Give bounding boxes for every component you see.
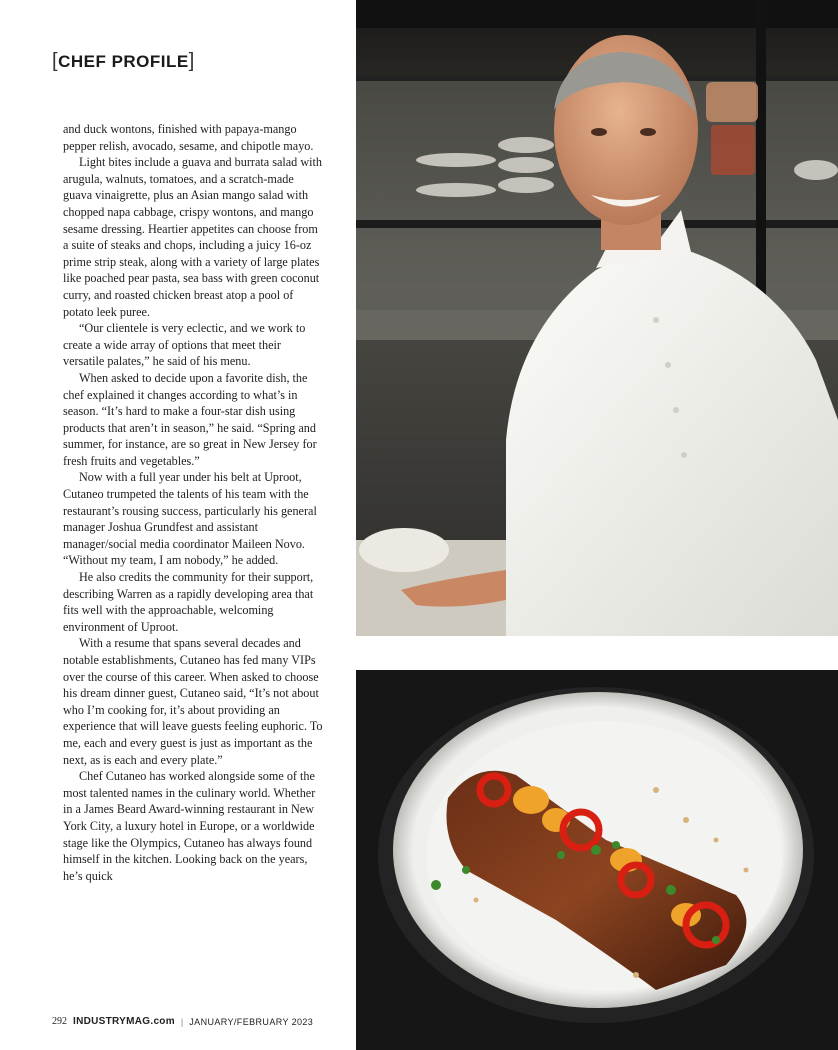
article-paragraph: Chef Cutaneo has worked alongside some of the most talented names in the culinary world. Whether in a James Beard Award-winning restaurant in New York City, a luxury hotel in Europe, or a worldwide stage like the Olympics, Cutaneo has always found himself in the kitchen. Looking back on the years, he’s quick <box>63 769 316 883</box>
dish-illustration <box>356 670 838 1050</box>
footer-separator: | <box>180 1016 184 1027</box>
article-paragraph: When asked to decide upon a favorite dish, the chef explained it changes according to what’s in season. “It’s hard to make a four-star dish using products that aren’t in season,” he said. “Spring and summer, for instance, are so great in New Jersey for fresh fruits and vegetables.” <box>63 370 317 468</box>
magazine-name: INDUSTRYMAG.com <box>73 1016 175 1027</box>
chef-portrait-photo <box>356 0 838 636</box>
article-paragraph: Now with a full year under his belt at Uproot, Cutaneo trumpeted the talents of his team with the restaurant’s rousing success, particularly his general manager Joshua Grundfest and assistant manager/social media coordinator Maileen Novo. “Without my team, I am nobody,” he added. <box>63 470 317 568</box>
section-title: CHEF PROFILE <box>58 52 189 71</box>
article-body <box>63 121 325 884</box>
bracket-close: ] <box>188 50 195 72</box>
bracket-open: [ <box>52 50 59 72</box>
article-paragraph: Light bites include a guava and burrata salad with arugula, walnuts, tomatoes, and a scratch-made guava vinaigrette, plus an Asian mango salad with chopped napa cabbage, crispy wontons, and mango sesame dressing. Heartier appetites can choose from a suite of steaks and chops, including a juicy 16-oz prime strip steak, along with a variety of large plates like poached pear pasta, sea bass with green coconut curry, and roasted chicken breast atop a pool of potato leek puree. <box>63 155 322 319</box>
article-paragraph: With a resume that spans several decades and notable establishments, Cutaneo has fed many VIPs over the course of this career. When asked to choose his dream dinner guest, Cutaneo said, “It’s not about who I’m cooking for, it’s about providing an experience that will leave guests feeling euphoric. To me, each and every guest is just as important as the next, as is each and every plate.” <box>63 636 323 767</box>
issue-date: JANUARY/FEBRUARY 2023 <box>189 1016 314 1027</box>
chef-portrait-illustration <box>356 0 838 636</box>
section-label <box>52 50 195 73</box>
page-number: 292 <box>52 1016 67 1027</box>
article-paragraph: and duck wontons, finished with papaya-mango pepper relish, avocado, sesame, and chipotle mayo. <box>63 122 314 153</box>
article-paragraph: “Our clientele is very eclectic, and we work to create a wide array of options that meet their versatile palates,” he said of his menu. <box>63 321 306 369</box>
article-paragraph: He also credits the community for their support, describing Warren as a rapidly developing area that fits well with the approachable, welcoming environment of Uproot. <box>63 570 314 634</box>
page-footer <box>52 1016 313 1027</box>
dish-photo <box>356 670 838 1050</box>
